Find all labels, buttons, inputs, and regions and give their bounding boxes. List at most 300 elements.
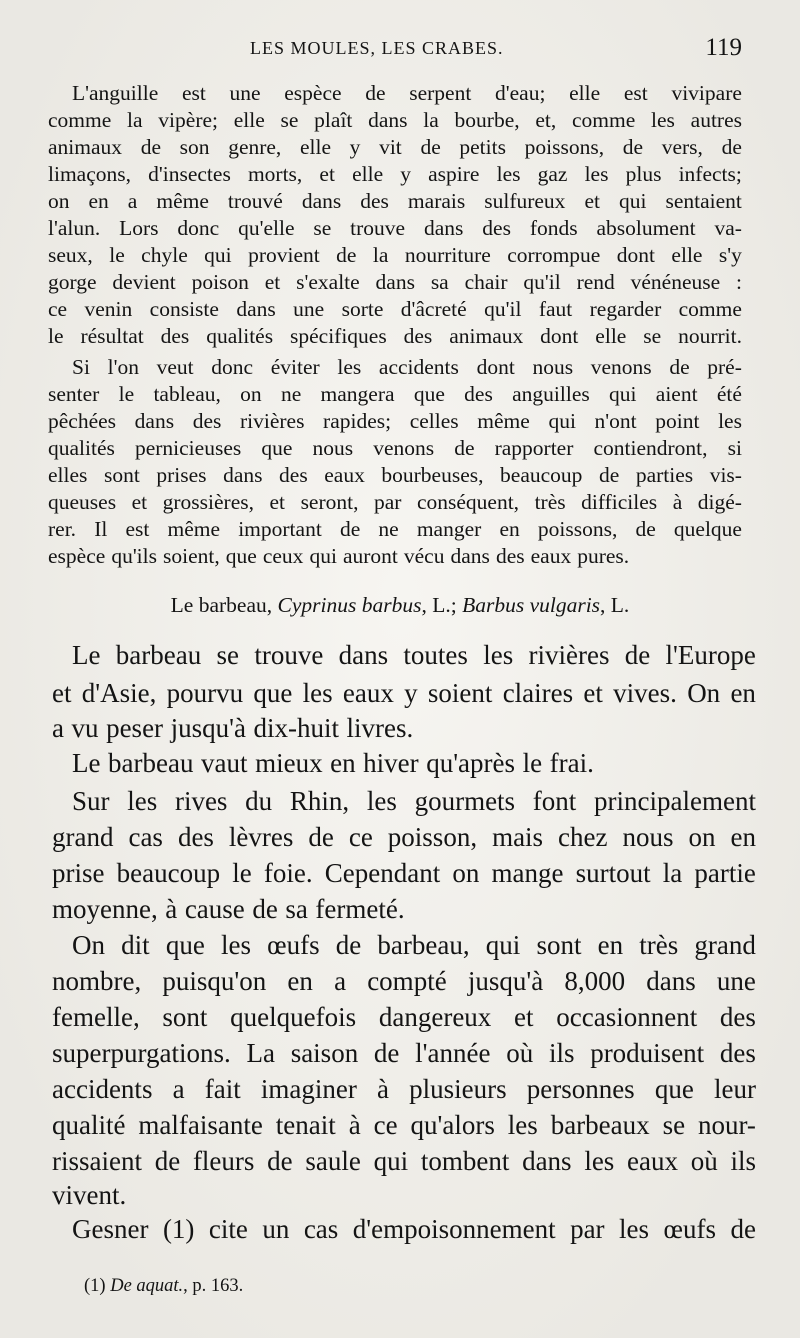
word: sentaient — [665, 189, 742, 213]
footnote-marker: (1) — [84, 1276, 111, 1296]
word: en — [330, 748, 356, 778]
word: nous — [622, 822, 674, 852]
running-title: LES MOULES, LES CRABES. — [250, 38, 504, 58]
heading-separator: , L.; — [421, 593, 463, 617]
text-line — [48, 242, 742, 268]
word: la — [662, 858, 683, 888]
word: bourbeuses, — [381, 463, 484, 487]
text-line — [72, 1212, 756, 1246]
word: qui — [485, 930, 521, 960]
text-line — [52, 1108, 756, 1142]
text-line — [52, 711, 756, 745]
word: se — [280, 108, 299, 132]
word: sont — [536, 930, 582, 960]
heading-author: , L. — [600, 593, 630, 617]
word: principalement — [594, 786, 756, 816]
word: senter — [48, 382, 100, 406]
word: qui — [548, 409, 576, 433]
word: du — [245, 786, 273, 816]
text-line — [48, 215, 742, 241]
word: été — [716, 382, 742, 406]
word: dans — [375, 270, 415, 294]
word: l'Europe — [665, 640, 756, 670]
word: gaz — [537, 162, 568, 186]
word: jusqu'à — [170, 713, 246, 743]
word: de — [624, 640, 651, 670]
word: cas — [303, 1214, 339, 1244]
word: dans — [522, 1146, 572, 1176]
word: petits — [459, 135, 506, 159]
word: jusqu'à — [467, 966, 544, 996]
word: de — [730, 1214, 756, 1244]
text-line — [52, 1036, 756, 1070]
word: sont — [162, 1002, 208, 1032]
word: même — [156, 189, 209, 213]
word: vis- — [709, 463, 742, 487]
word: grossières, — [162, 490, 254, 514]
word: Si — [72, 355, 90, 379]
word: à — [672, 490, 683, 514]
word: en — [88, 189, 109, 213]
word: animaux — [48, 135, 123, 159]
word: a — [334, 966, 347, 996]
word: elle — [569, 81, 601, 105]
word: les — [496, 162, 521, 186]
running-head — [0, 34, 800, 68]
word: provient — [248, 243, 320, 267]
word: des — [279, 463, 308, 487]
text-line — [72, 80, 742, 106]
footnote-source: De aquat. — [110, 1276, 184, 1296]
word: les — [220, 930, 251, 960]
word: 8,000 — [564, 966, 626, 996]
word: dans — [450, 544, 490, 568]
word: pures. — [577, 544, 630, 568]
word: est — [623, 81, 648, 105]
word: barbeaux — [550, 1110, 650, 1140]
word: barbeau — [108, 748, 194, 778]
word: dix-huit — [253, 713, 339, 743]
word: donc — [211, 355, 254, 379]
word: veut — [156, 355, 194, 379]
word: on — [452, 858, 480, 888]
word: mais — [492, 822, 544, 852]
word: où — [690, 1146, 718, 1176]
word: l'on — [107, 355, 139, 379]
word: qui — [309, 544, 337, 568]
word: de — [339, 517, 361, 541]
word: des — [192, 409, 222, 433]
word: vit — [379, 135, 402, 159]
word: des — [160, 324, 190, 348]
word: marais — [407, 189, 466, 213]
word: nombre, — [52, 966, 142, 996]
word: et — [264, 270, 281, 294]
word: important — [238, 517, 322, 541]
footnote-page: , p. 163. — [183, 1276, 244, 1296]
text-line — [72, 354, 742, 380]
word: hiver — [363, 748, 419, 778]
word: dit — [121, 930, 150, 960]
word: rer. — [48, 517, 77, 541]
word: parties — [635, 463, 694, 487]
word: difficiles — [581, 490, 658, 514]
word: à — [165, 894, 178, 924]
word: la — [423, 108, 439, 132]
word: le — [118, 382, 135, 406]
word: rapporter — [494, 436, 574, 460]
word: a — [127, 189, 138, 213]
word: (1) — [162, 1214, 195, 1244]
word: occasionnent — [556, 1002, 698, 1032]
word: fonds — [529, 216, 578, 240]
word: personnes — [526, 1074, 635, 1104]
word: eaux — [324, 463, 365, 487]
word: s'y — [718, 243, 742, 267]
word: anguilles — [512, 382, 590, 406]
word: on — [688, 822, 716, 852]
word: prise — [52, 858, 105, 888]
word: sulfureux — [484, 189, 566, 213]
word: que — [261, 436, 293, 460]
word: aspire — [428, 162, 480, 186]
word: se — [313, 216, 332, 240]
text-line — [72, 928, 756, 962]
word: elle — [671, 243, 703, 267]
word: soient, — [163, 544, 220, 568]
word: de — [598, 463, 620, 487]
word: le — [109, 243, 125, 267]
word: devient — [112, 270, 176, 294]
word: d'âcreté — [400, 297, 467, 321]
word: les — [127, 786, 158, 816]
word: y — [349, 135, 361, 159]
word: vers, — [661, 135, 703, 159]
word: son — [179, 135, 210, 159]
page-number: 119 — [705, 34, 742, 61]
word: chair — [464, 270, 508, 294]
word: plaît — [314, 108, 353, 132]
word: de — [622, 135, 644, 159]
word: pourvu — [166, 678, 244, 708]
word: et — [584, 189, 600, 213]
text-line — [48, 161, 742, 187]
word: morts, — [247, 162, 303, 186]
word: de — [420, 135, 441, 159]
word: eaux — [342, 678, 394, 708]
word: serpent — [409, 81, 472, 105]
word: de — [308, 822, 334, 852]
text-line — [48, 188, 742, 214]
word: et — [514, 1002, 534, 1032]
word: quelquefois — [230, 1002, 357, 1032]
word: est — [125, 517, 150, 541]
word: de — [154, 1146, 181, 1176]
word: saule — [305, 1146, 361, 1176]
word: autres — [690, 108, 742, 132]
word: frai. — [549, 748, 594, 778]
word: dont — [616, 243, 655, 267]
word: en — [597, 930, 624, 960]
word: espèce — [48, 544, 106, 568]
word: la — [372, 243, 389, 267]
word: les — [718, 409, 742, 433]
word: vécu — [403, 544, 445, 568]
word: queuses — [48, 490, 117, 514]
word: rivières — [528, 640, 610, 670]
word: mangera — [320, 382, 395, 406]
word: vipère; — [158, 108, 218, 132]
word: d'eau; — [495, 81, 546, 105]
heading-common-name: Le barbeau, — [170, 593, 278, 617]
word: très — [534, 490, 566, 514]
word: fermeté. — [315, 894, 405, 924]
word: ne — [280, 382, 302, 406]
word: compté — [367, 966, 447, 996]
word: poissons, — [537, 517, 618, 541]
word: elle — [595, 324, 627, 348]
text-line — [52, 1072, 756, 1106]
word: en — [287, 966, 313, 996]
word: accidents — [52, 1074, 153, 1104]
text-line — [48, 543, 742, 569]
word: corrompue — [507, 243, 601, 267]
word: rives — [174, 786, 228, 816]
word: de — [454, 436, 475, 460]
word: vu — [71, 713, 99, 743]
word: saison — [290, 1038, 359, 1068]
text-line — [48, 435, 742, 461]
word: sa — [285, 894, 308, 924]
word: qualités — [48, 436, 115, 460]
word: plusieurs — [409, 1074, 507, 1104]
word: mieux — [255, 748, 323, 778]
word: en — [730, 822, 756, 852]
word: en — [499, 517, 520, 541]
word: de — [252, 894, 278, 924]
text-line — [72, 784, 756, 818]
word: venons — [590, 355, 652, 379]
word: Gesner — [72, 1214, 149, 1244]
word: d'empoisonnement — [352, 1214, 556, 1244]
word: comme — [572, 108, 636, 132]
word: qui — [609, 382, 637, 406]
word: qu'elle — [238, 216, 295, 240]
word: beaucoup — [500, 463, 583, 487]
word: leur — [713, 1074, 756, 1104]
word: imaginer — [260, 1074, 357, 1104]
word: le — [232, 858, 252, 888]
text-line — [52, 676, 756, 710]
word: où — [506, 1038, 534, 1068]
word: limaçons, — [48, 162, 131, 186]
word: une — [229, 81, 261, 105]
word: ils — [730, 1146, 756, 1176]
word: spécifiques — [290, 324, 387, 348]
word: pernicieuses — [134, 436, 242, 460]
word: qu'il — [484, 297, 522, 321]
word: fleurs — [192, 1146, 255, 1176]
word: lèvres — [228, 822, 294, 852]
word: a — [52, 713, 64, 743]
word: se — [662, 1110, 686, 1140]
word: comme — [48, 108, 112, 132]
word: y — [404, 678, 418, 708]
word: la — [127, 108, 143, 132]
word: accidents — [378, 355, 459, 379]
word: de — [140, 135, 161, 159]
word: dont — [540, 324, 579, 348]
word: très — [639, 930, 679, 960]
word: nous — [532, 355, 574, 379]
word: y — [400, 162, 411, 186]
word: les — [366, 786, 397, 816]
word: des — [177, 822, 214, 852]
heading-latin-name-2: Barbus vulgaris — [462, 593, 601, 617]
word: s'exalte — [296, 270, 360, 294]
word: et — [131, 490, 148, 514]
word: qualités — [206, 324, 274, 348]
word: de — [635, 517, 656, 541]
word: claires — [502, 678, 574, 708]
word: elles — [48, 463, 88, 487]
word: ils — [548, 1038, 575, 1068]
word: partie — [694, 858, 756, 888]
word: quelque — [673, 517, 742, 541]
word: de — [336, 243, 357, 267]
word: donc — [177, 216, 220, 240]
word: nourrit. — [678, 324, 742, 348]
word: l'année — [415, 1038, 491, 1068]
heading-latin-name-1: Cyprinus barbus — [277, 593, 422, 617]
text-line — [48, 408, 742, 434]
word: : — [736, 270, 742, 294]
word: eaux — [530, 544, 572, 568]
text-line — [48, 489, 742, 515]
word: prises — [156, 463, 207, 487]
word: eaux — [627, 1146, 679, 1176]
word: et — [583, 678, 603, 708]
word: rivières — [239, 409, 305, 433]
word: seux, — [48, 243, 93, 267]
word: résultat — [80, 324, 144, 348]
word: sa — [430, 270, 449, 294]
word: les — [651, 108, 675, 132]
word: de — [335, 930, 362, 960]
word: si — [727, 436, 742, 460]
word: absolument — [596, 216, 696, 240]
word: le — [48, 324, 64, 348]
word: peser — [106, 713, 164, 743]
word: dans — [368, 108, 408, 132]
word: aient — [655, 382, 698, 406]
word: tombent — [420, 1146, 510, 1176]
word: cas — [128, 822, 163, 852]
text-line — [52, 1000, 756, 1034]
word: des — [360, 189, 389, 213]
word: digé- — [697, 490, 742, 514]
word: elle — [352, 162, 384, 186]
word: Lors — [119, 216, 159, 240]
word: les — [619, 1214, 650, 1244]
word: des — [403, 324, 433, 348]
word: nour- — [697, 1110, 756, 1140]
word: de — [669, 355, 690, 379]
word: faut — [538, 297, 573, 321]
word: par — [570, 1214, 605, 1244]
word: ce — [348, 822, 373, 852]
word: tenait — [275, 1110, 336, 1140]
text-line — [72, 746, 776, 780]
word: qu'après — [426, 748, 516, 778]
word: comme — [678, 297, 742, 321]
word: vénéneuse — [630, 270, 721, 294]
word: Rhin, — [289, 786, 350, 816]
word: que — [165, 930, 205, 960]
text-line — [52, 1178, 756, 1212]
word: surtout — [575, 858, 651, 888]
word: nous — [312, 436, 354, 460]
word: de — [721, 135, 742, 159]
word: consiste — [149, 297, 219, 321]
word: cause — [184, 894, 245, 924]
word: barbeau — [115, 640, 202, 670]
word: tableau, — [153, 382, 221, 406]
word: malfaisante — [138, 1110, 263, 1140]
word: animaux — [449, 324, 524, 348]
word: fait — [204, 1074, 241, 1104]
word: qu'alors — [410, 1110, 495, 1140]
word: dans — [301, 189, 342, 213]
word: a — [172, 1074, 185, 1104]
word: et — [269, 490, 286, 514]
word: elle — [233, 108, 265, 132]
word: de — [365, 81, 386, 105]
word: chez — [558, 822, 608, 852]
text-line — [52, 1144, 756, 1178]
word: que — [225, 544, 257, 568]
text-line — [52, 892, 756, 926]
word: qui — [204, 243, 232, 267]
word: plus — [625, 162, 662, 186]
word: mange — [491, 858, 564, 888]
word: Cependant — [324, 858, 441, 888]
word: œufs — [267, 930, 320, 960]
word: des — [719, 1002, 756, 1032]
word: et — [52, 678, 72, 708]
word: ce — [373, 1110, 398, 1140]
word: d'insectes — [148, 162, 231, 186]
word: trouvé — [227, 189, 283, 213]
word: Sur — [72, 786, 110, 816]
word: se — [216, 640, 240, 670]
word: rapides; — [323, 409, 392, 433]
text-line — [52, 820, 756, 854]
word: des — [482, 216, 511, 240]
word: les — [337, 355, 362, 379]
word: La — [246, 1038, 275, 1068]
word: de — [267, 1146, 293, 1176]
word: ne — [378, 517, 399, 541]
word: ceux — [262, 544, 304, 568]
word: regarder — [589, 297, 662, 321]
word: que — [413, 382, 445, 406]
word: les — [507, 1110, 538, 1140]
word: on — [240, 382, 262, 406]
word: une — [293, 297, 325, 321]
word: le — [522, 748, 543, 778]
word: des — [719, 1038, 756, 1068]
